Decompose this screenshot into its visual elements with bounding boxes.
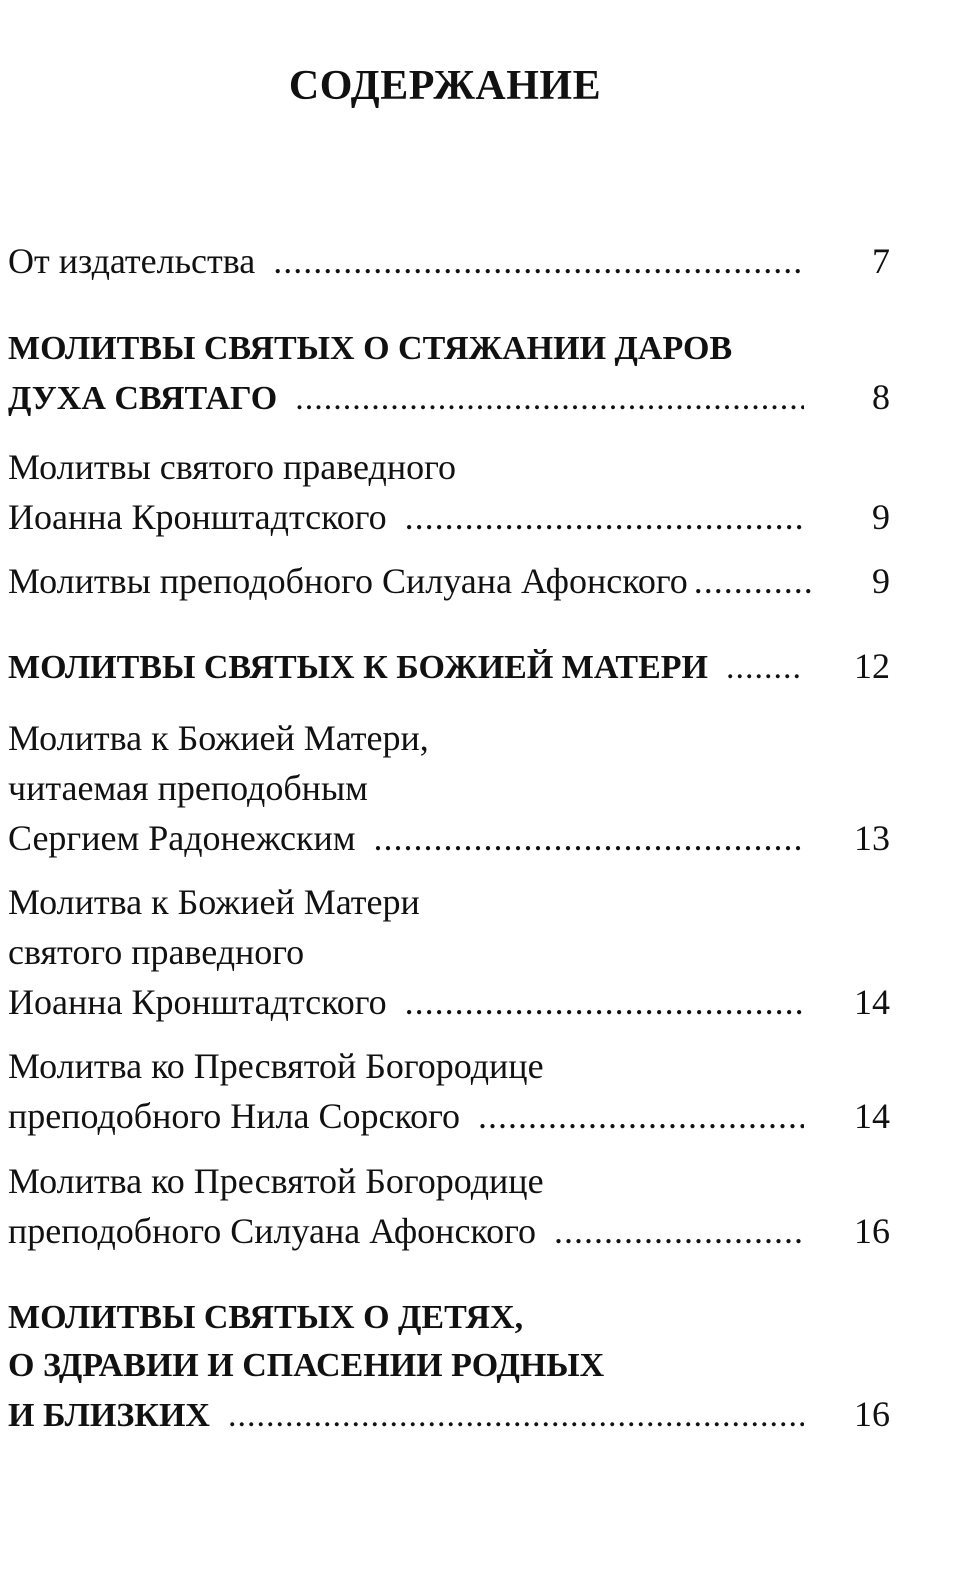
toc-page-number: 8: [872, 377, 890, 417]
toc-page-number: 7: [872, 241, 890, 281]
toc-page-number: 14: [854, 1096, 890, 1136]
dot-leader: [273, 236, 804, 286]
toc-entry-text: Иоанна Кронштадтского: [8, 982, 387, 1022]
dot-leader: [554, 1206, 804, 1256]
toc-entry-sergius: [8, 713, 890, 863]
toc-entry-text: ДУХА СВЯТАГО: [8, 380, 278, 417]
toc-entry-text: И БЛИЗКИХ: [8, 1397, 210, 1434]
toc-entry-text: Молитва к Божией Матери,: [8, 718, 429, 758]
toc-section-theotokos: [8, 642, 890, 692]
toc-entry-text: Иоанна Кронштадтского: [8, 497, 387, 537]
dot-leader: [726, 644, 804, 692]
dot-leader: [295, 375, 804, 423]
dot-leader: [478, 1091, 804, 1141]
dot-leader: [228, 1392, 804, 1440]
toc-section-holy-spirit: [8, 325, 890, 423]
toc-entry-text: Молитвы преподобного Силуана Афонского: [8, 561, 688, 601]
toc-entry-siluan-prayers: [8, 556, 890, 606]
toc-entry-publisher: [8, 236, 890, 286]
toc-entry-text: МОЛИТВЫ СВЯТЫХ К БОЖИЕЙ МАТЕРИ: [8, 649, 708, 686]
toc-entry-text: Молитва к Божией Матери: [8, 882, 420, 922]
toc-entry-text: святого праведного: [8, 932, 305, 972]
toc-entry-text: преподобного Нила Сорского: [8, 1096, 460, 1136]
toc-entry-text: читаемая преподобным: [8, 768, 368, 808]
dot-leader: [694, 556, 812, 606]
dot-leader: [374, 813, 804, 863]
toc-entry-ioann-prayers: [8, 442, 890, 542]
toc-entry-ioann-theotokos: [8, 877, 890, 1027]
toc-entry-text: Молитва ко Пресвятой Богородице: [8, 1046, 544, 1086]
toc-page-number: 9: [872, 561, 890, 601]
dot-leader: [405, 977, 804, 1027]
toc-page-number: 16: [854, 1211, 890, 1251]
toc-page-number: 14: [854, 982, 890, 1022]
toc-page-number: 13: [854, 818, 890, 858]
toc-entry-text: О ЗДРАВИИ И СПАСЕНИИ РОДНЫХ: [8, 1347, 605, 1384]
toc-page-number: 16: [854, 1394, 890, 1434]
toc-entry-nil-sorsky: [8, 1041, 890, 1141]
toc-page-number: 9: [872, 497, 890, 537]
toc-section-children: [8, 1294, 890, 1440]
toc-entry-siluan-theotokos: [8, 1156, 890, 1256]
dot-leader: [405, 492, 804, 542]
toc-entry-text: От издательства: [8, 241, 256, 281]
toc-entry-text: МОЛИТВЫ СВЯТЫХ О ДЕТЯХ,: [8, 1299, 524, 1336]
toc-entry-text: Молитвы святого праведного: [8, 447, 456, 487]
toc-entry-text: преподобного Силуана Афонского: [8, 1211, 536, 1251]
toc-entry-text: Молитва ко Пресвятой Богородице: [8, 1161, 544, 1201]
page-title: СОДЕРЖАНИЕ: [288, 63, 602, 109]
toc-entry-text: МОЛИТВЫ СВЯТЫХ О СТЯЖАНИИ ДАРОВ: [8, 330, 733, 367]
toc-page-number: 12: [854, 646, 890, 686]
toc-entry-text: Сергием Радонежским: [8, 818, 356, 858]
